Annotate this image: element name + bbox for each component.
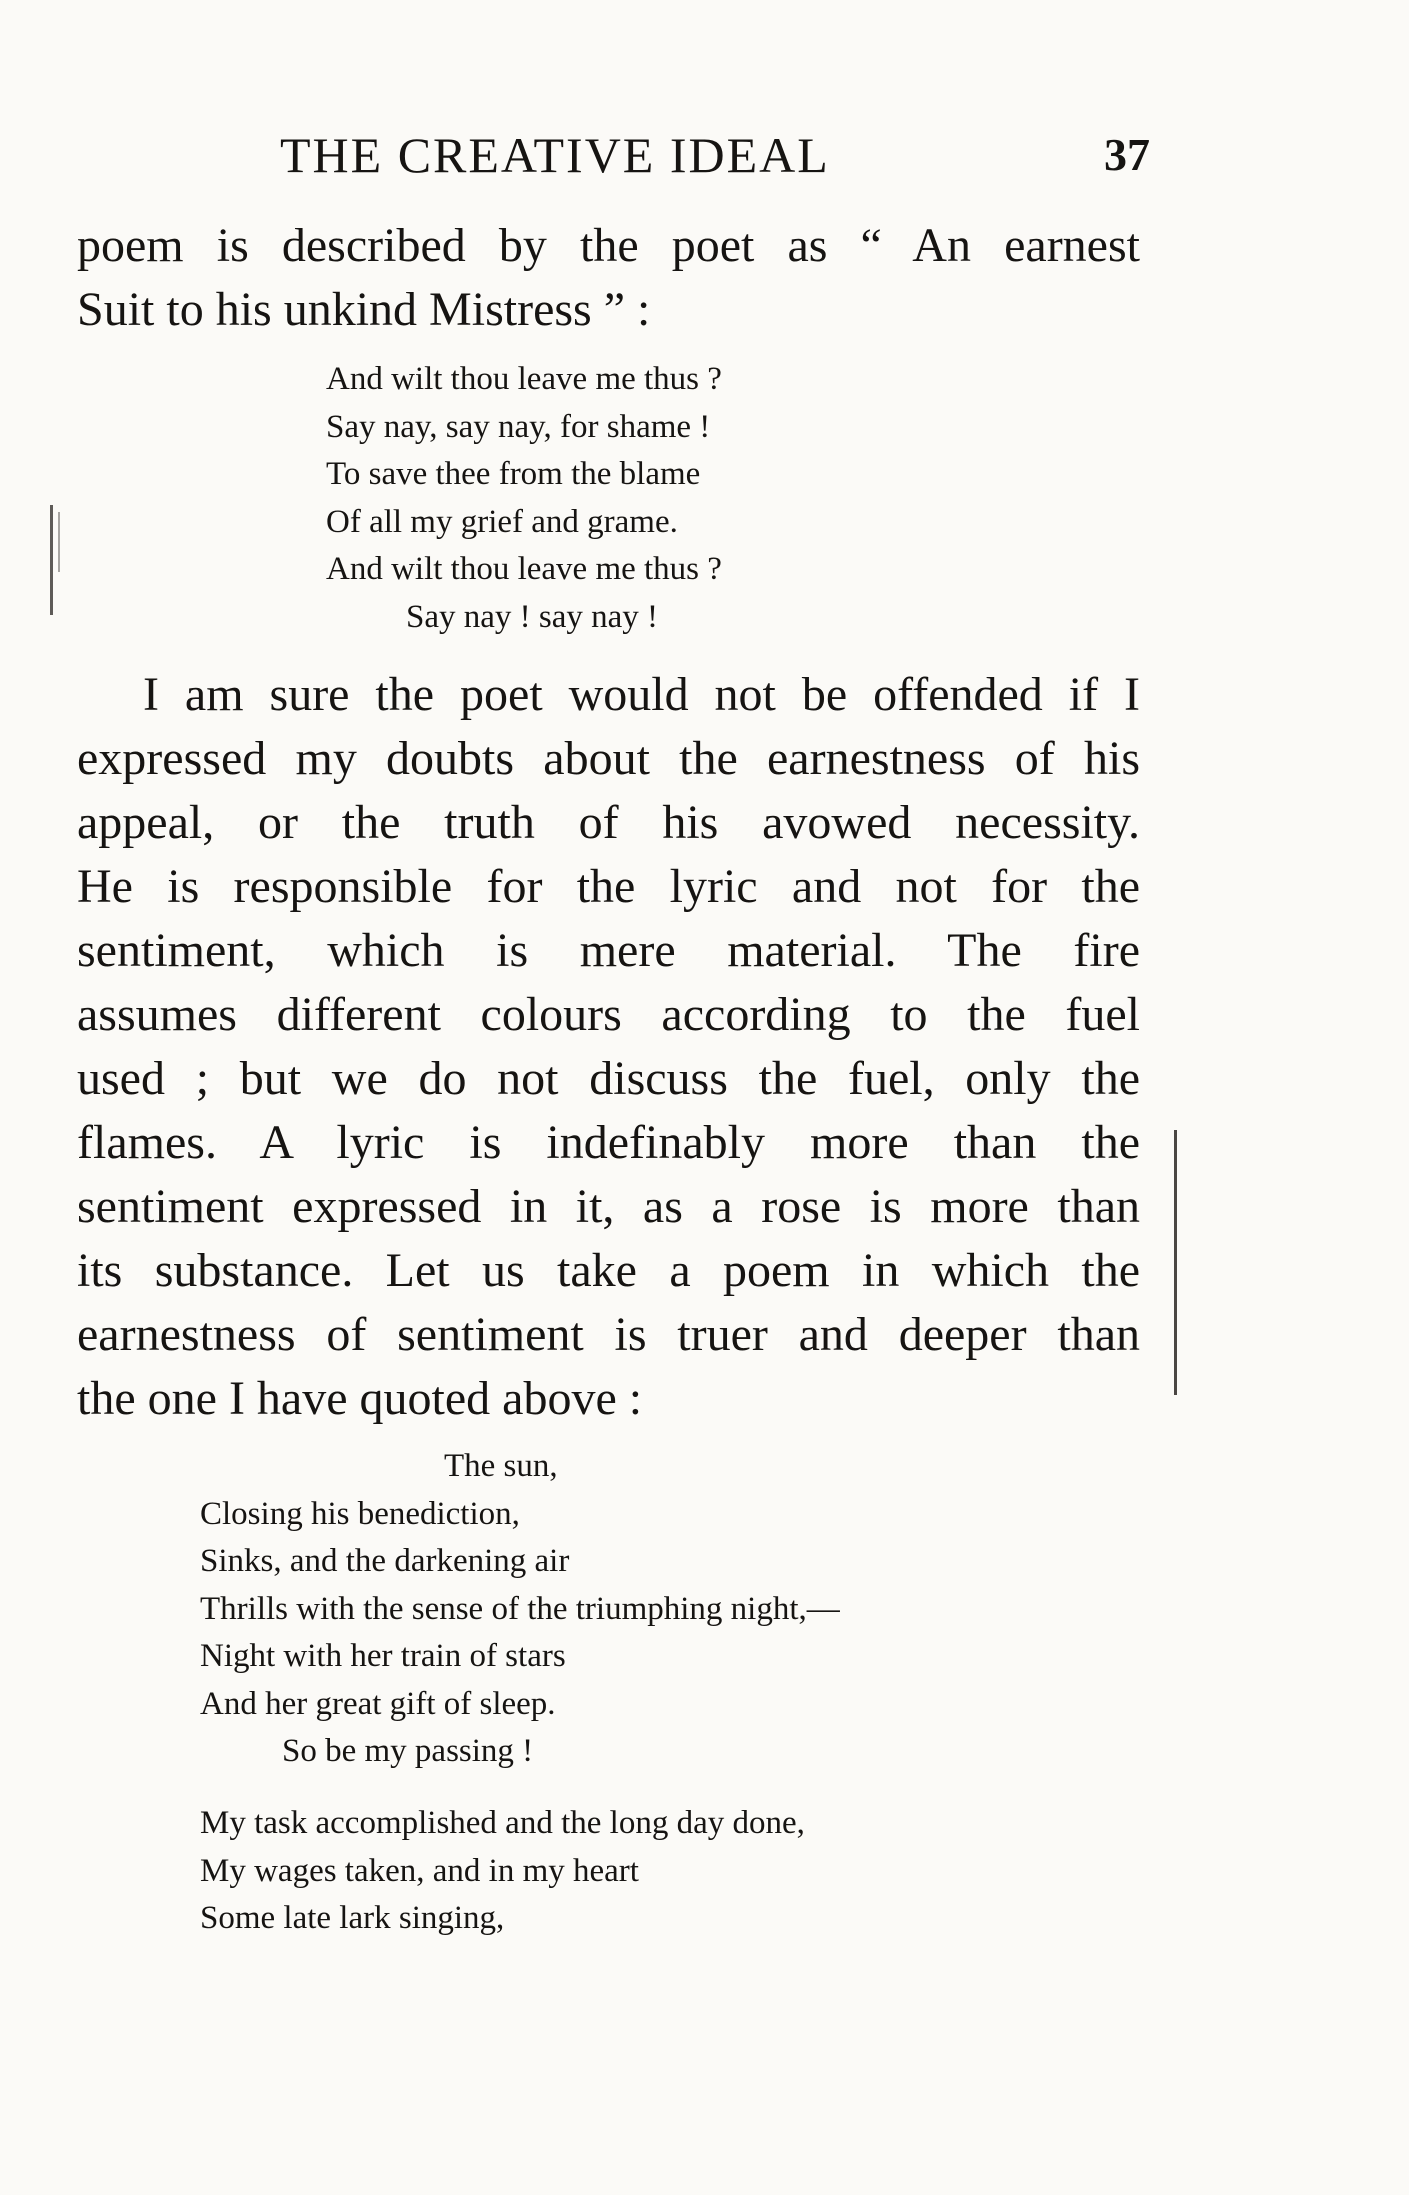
poem-line: Of all my grief and grame. bbox=[326, 503, 678, 540]
poem-line: Some late lark singing, bbox=[200, 1900, 505, 1936]
poem-line: Thrills with the sense of the triumphing night,— bbox=[200, 1590, 840, 1627]
poem-line: The sun, bbox=[444, 1448, 558, 1484]
text-line: He is responsible for the lyric and not for the bbox=[77, 860, 1140, 913]
poem-line: Say nay, say nay, for shame ! bbox=[326, 408, 711, 445]
poem-line: My task accomplished and the long day done, bbox=[200, 1805, 805, 1841]
text-line: Suit to his unkind Mistress ” : bbox=[77, 283, 651, 336]
poem-line: Night with her train of stars bbox=[200, 1638, 566, 1674]
margin-scan-mark bbox=[1174, 1130, 1177, 1395]
text-line: assumes different colours according to the fuel bbox=[77, 988, 1140, 1041]
body-paragraph bbox=[77, 663, 1140, 1431]
page-number: 37 bbox=[1104, 129, 1150, 180]
text-line: its substance. Let us take a poem in which the bbox=[77, 1244, 1140, 1297]
poem-line: And her great gift of sleep. bbox=[200, 1685, 556, 1722]
poem-line: So be my passing ! bbox=[282, 1733, 534, 1769]
text-line: sentiment expressed in it, as a rose is more than bbox=[77, 1180, 1140, 1233]
text-line: the one I have quoted above : bbox=[77, 1372, 643, 1425]
text-line: sentiment, which is mere material. The fire bbox=[77, 924, 1140, 977]
text-line: used ; but we do not discuss the fuel, only the bbox=[77, 1052, 1140, 1105]
quoted-poem-henley-stanza-2 bbox=[200, 1800, 805, 1943]
text-line: poem is described by the poet as “ An earnest bbox=[77, 219, 1140, 272]
text-line: flames. A lyric is indefinably more than the bbox=[77, 1116, 1140, 1169]
margin-scan-mark bbox=[58, 512, 60, 572]
text-line: expressed my doubts about the earnestness of his bbox=[77, 732, 1140, 785]
margin-scan-mark bbox=[50, 505, 53, 615]
poem-line: My wages taken, and in my heart bbox=[200, 1852, 639, 1889]
quoted-poem-wyatt bbox=[326, 356, 722, 641]
poem-line: Say nay ! say nay ! bbox=[406, 598, 659, 635]
text-line: appeal, or the truth of his avowed necessity. bbox=[77, 796, 1140, 849]
poem-line: Closing his benediction, bbox=[200, 1495, 520, 1532]
running-title: THE CREATIVE IDEAL bbox=[280, 127, 830, 183]
intro-paragraph bbox=[77, 214, 1140, 342]
poem-line: To save thee from the blame bbox=[326, 456, 701, 492]
text-line: earnestness of sentiment is truer and deeper than bbox=[77, 1308, 1140, 1361]
poem-line: And wilt thou leave me thus ? bbox=[326, 361, 722, 397]
page-header bbox=[280, 125, 1150, 195]
text-line: I am sure the poet would not be offended if I bbox=[143, 668, 1140, 721]
poem-line: Sinks, and the darkening air bbox=[200, 1543, 570, 1579]
quoted-poem-henley-stanza-1 bbox=[200, 1443, 840, 1776]
poem-line: And wilt thou leave me thus ? bbox=[326, 551, 722, 587]
